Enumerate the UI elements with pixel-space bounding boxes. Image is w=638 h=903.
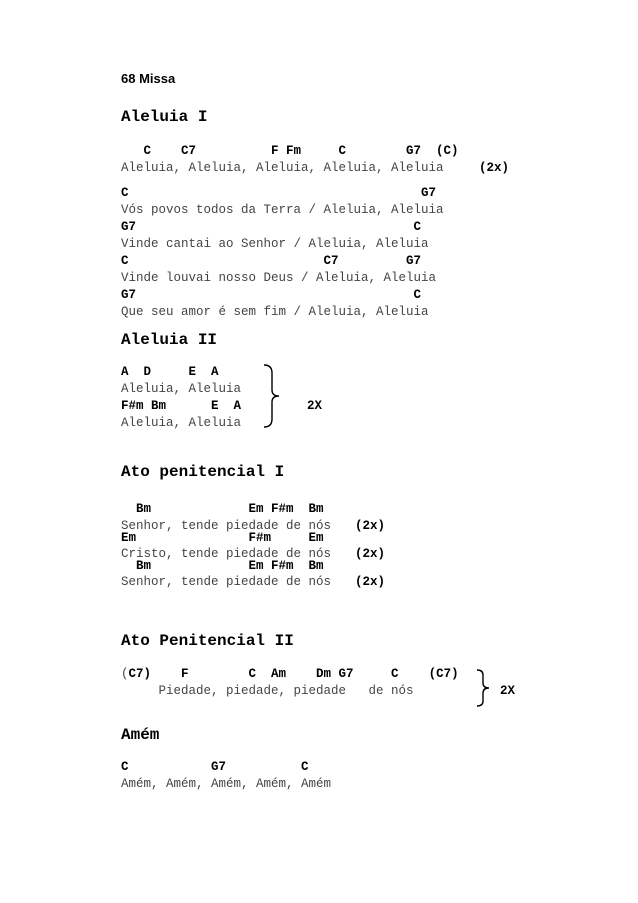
chord-sequence: C7) F C Am Dm G7 C (C7)	[128, 667, 459, 681]
section-title-amem: Amém	[121, 726, 160, 744]
repeat-brace-icon	[475, 669, 493, 707]
repeat-marker: (2x)	[479, 161, 510, 175]
lyric-line: Senhor, tende piedade de nós	[121, 575, 332, 589]
repeat-marker: (2x)	[355, 547, 386, 561]
chord-line: C C7 G7	[121, 254, 422, 268]
section-title-aleluia-1: Aleluia I	[121, 108, 208, 126]
chord-line: C G7 C	[121, 760, 309, 774]
repeat-marker: 2X	[500, 684, 516, 698]
chord-line: G7 C	[121, 288, 422, 302]
section-title-ato-penitencial-2: Ato Penitencial II	[121, 632, 294, 650]
repeat-brace-icon	[262, 364, 282, 428]
lyric-line: Aleluia, Aleluia	[121, 382, 242, 396]
repeat-marker: (2x)	[355, 519, 386, 533]
lyric-line: Que seu amor é sem fim / Aleluia, Aleluia	[121, 305, 429, 319]
repeat-marker: (2x)	[355, 575, 386, 589]
chord-line: G7 C	[121, 220, 422, 234]
chord-line: Bm Em F#m Bm	[121, 559, 324, 573]
chord-open-paren: (	[121, 667, 129, 681]
lyric-line: Amém, Amém, Amém, Amém, Amém	[121, 777, 332, 791]
chord-line: Bm Em F#m Bm	[121, 502, 324, 516]
chord-line: C G7	[121, 186, 437, 200]
repeat-marker: 2X	[307, 399, 323, 413]
lyric-line: Senhor, tende piedade de nós	[121, 519, 332, 533]
lyric-line: Vinde louvai nosso Deus / Aleluia, Aleluia	[121, 271, 437, 285]
chord-line: C C7 F Fm C G7 (C)	[121, 144, 459, 158]
chord-line: F#m Bm E A	[121, 399, 242, 413]
document-title: 68 Missa	[121, 71, 176, 86]
lyric-line: Vós povos todos da Terra / Aleluia, Aleluia	[121, 203, 444, 217]
chord-line	[121, 666, 459, 683]
lyric-line: Piedade, piedade, piedade de nós	[121, 684, 414, 698]
chord-line: Em F#m Em	[121, 531, 324, 545]
lyric-line: Vinde cantai ao Senhor / Aleluia, Aleluia	[121, 237, 429, 251]
lyric-line: Aleluia, Aleluia	[121, 416, 242, 430]
lyric-line: Cristo, tende piedade de nós	[121, 547, 332, 561]
lyric-line: Aleluia, Aleluia, Aleluia, Aleluia, Aleluia	[121, 161, 459, 175]
chord-line: A D E A	[121, 365, 219, 379]
section-title-aleluia-2: Aleluia II	[121, 331, 218, 349]
section-title-ato-penitencial-1: Ato penitencial I	[121, 463, 285, 481]
